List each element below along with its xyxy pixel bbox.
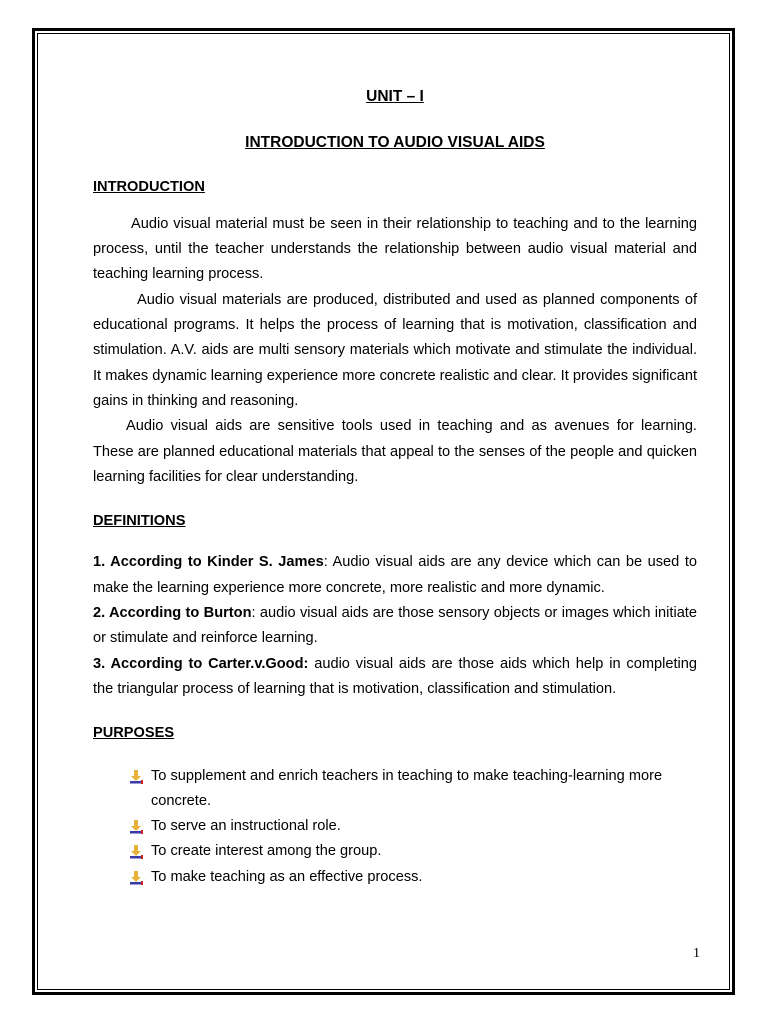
purposes-list [93,764,697,890]
purposes-heading: PURPOSES [93,725,175,742]
introduction-paragraph-1: Audio visual material must be seen in their relationship to teaching and to the learning process, until the teacher understands the relationship between audio visual material and teaching learning process. [93,215,697,283]
list-item [129,839,697,864]
arrow-down-bullet-icon [129,770,143,784]
arrow-down-bullet-icon [129,845,143,859]
definition-label: 2. According to Burton [93,605,252,622]
introduction-paragraph-3: Audio visual aids are sensitive tools used in teaching and as avenues for learning. These are planned educational materials that appeal to the senses of the people and quicken learning facilities for clear understanding. [93,418,697,485]
list-item [129,764,697,815]
definition-item-1 [93,550,697,601]
list-item [129,865,697,890]
definition-text: : Audio visual aids are any device which can be used to make the learning experience more concrete, more realistic and more dynamic. [93,554,697,596]
purpose-text: To create interest among the group. [151,843,382,860]
main-title: INTRODUCTION TO AUDIO VISUAL AIDS [245,134,545,152]
introduction-heading: INTRODUCTION [93,178,205,195]
definition-text: : audio visual aids are those sensory objects or images which initiate or stimulate and reinforce learning. [93,605,697,647]
definition-item-3 [93,652,697,703]
list-item [129,814,697,839]
introduction-paragraph-2: Audio visual materials are produced, distributed and used as planned components of educational programs. It helps the process of learning that is motivation, classification and stimulation. A.V. aids are multi sensory materials which motivate and stimulate the individual. It makes dynamic learning experience more concrete realistic and clear. It provides significant gains in thinking and reasoning. [93,291,697,409]
arrow-down-bullet-icon [129,871,143,885]
definition-label: 1. According to Kinder S. James [93,554,324,571]
unit-title: UNIT – I [366,88,424,105]
definitions-list [93,550,697,702]
page-number: 1 [693,946,700,961]
definition-text: audio visual aids are those aids which help in completing the triangular process of learning that is motivation, classification and stimulation. [93,655,697,697]
document-body [93,84,697,890]
definition-item-2 [93,601,697,652]
purpose-text: To serve an instructional role. [151,818,341,835]
definition-label: 3. According to Carter.v.Good: [93,655,309,672]
arrow-down-bullet-icon [129,820,143,834]
purpose-text: To make teaching as an effective process. [151,868,423,885]
purpose-text: To supplement and enrich teachers in teaching to make teaching-learning more concrete. [151,767,663,809]
definitions-heading: DEFINITIONS [93,513,186,530]
